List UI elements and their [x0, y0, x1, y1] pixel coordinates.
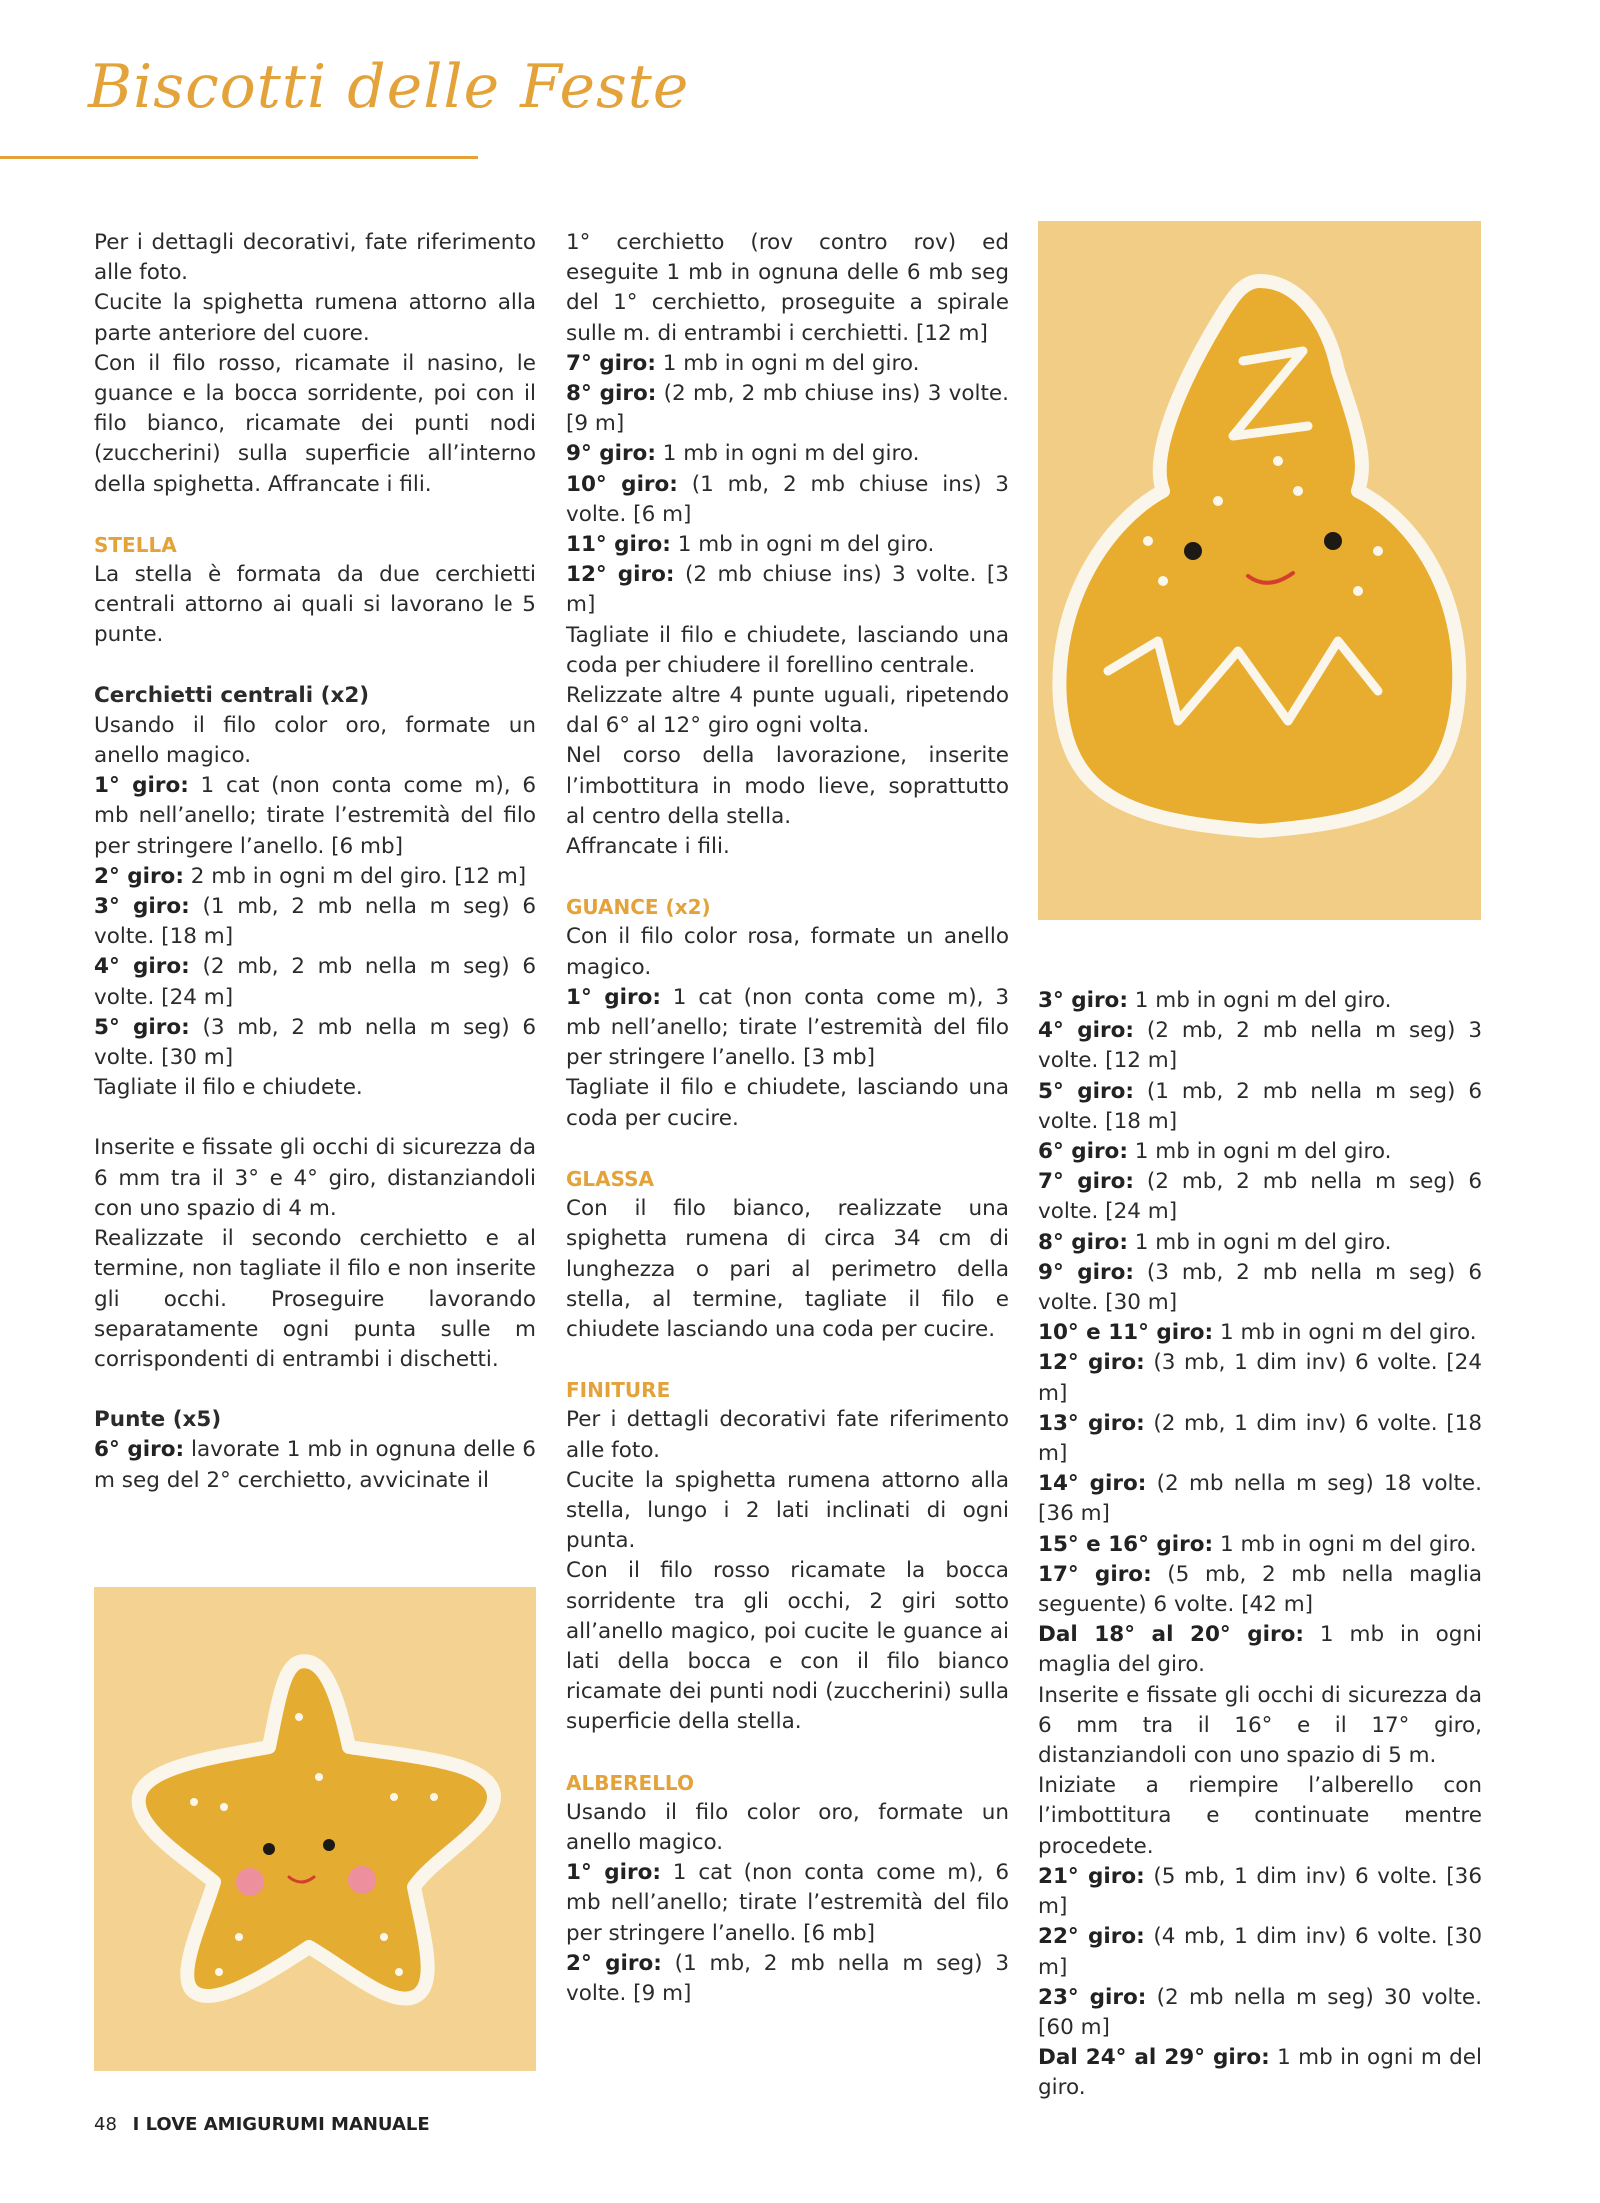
paragraph: Usando il filo color oro, formate un anello magico. [94, 712, 536, 769]
paragraph: Per i dettagli decorativi fate riferimento alle foto. [566, 1407, 1009, 1463]
section-heading-finiture: FINITURE [566, 1378, 671, 1403]
round-line: 3° giro: 1 mb in ogni m del giro. [1038, 988, 1392, 1013]
round-line: 8° giro: (2 mb, 2 mb chiuse ins) 3 volte. [9 m] [566, 381, 1009, 437]
round-line: 22° giro: (4 mb, 1 dim inv) 6 volte. [30 m] [1038, 1924, 1483, 1980]
paragraph: La stella è formata da due cerchietti centrali attorno ai quali si lavorano le 5 punte. [94, 562, 536, 648]
paragraph: Iniziate a riempire l’alberello con l’imbottitura e continuate mentre procedete. [1038, 1773, 1482, 1859]
paragraph: Tagliate il filo e chiudete. [94, 1075, 363, 1101]
round-line: 4° giro: (2 mb, 2 mb nella m seg) 3 volte. [12 m] [1038, 1018, 1482, 1074]
paragraph: 1° cerchietto (rov contro rov) ed eseguite 1 mb in ognuna delle 6 mb seg del 1° cerchietto, proseguite a spirale sulle m. di entrambi i cerchietti. [12 m] [566, 230, 1009, 346]
round-line: 2° giro: (1 mb, 2 mb nella m seg) 3 volte. [9 m] [566, 1950, 1010, 2006]
text-column-2 [566, 228, 1009, 2009]
round-line: 23° giro: (2 mb nella m seg) 30 volte. [60 m] [1038, 1984, 1482, 2040]
paragraph: Affrancate i fili. [566, 834, 730, 860]
paragraph: Con il filo color rosa, formate un anello magico. [566, 924, 1009, 980]
paragraph: Relizzate altre 4 punte uguali, ripetendo dal 6° al 12° giro ogni volta. [566, 683, 1009, 739]
round-line: 1° giro: 1 cat (non conta come m), 6 mb nell’anello; tirate l’estremità del filo per stringere l’anello. [6 mb] [566, 1860, 1009, 1946]
round-line: Dal 18° al 20° giro: 1 mb in ogni maglia del giro. [1038, 1622, 1482, 1678]
paragraph: Per i dettagli decorativi, fate riferimento alle foto. [94, 230, 536, 286]
tree-cookie-photo [1038, 221, 1481, 920]
round-line: 9° giro: (3 mb, 2 mb nella m seg) 6 volte. [30 m] [1038, 1259, 1482, 1316]
round-line: 12° giro: (3 mb, 1 dim inv) 6 volte. [24 m] [1038, 1350, 1483, 1406]
subheading-cerchietti: Cerchietti centrali (x2) [94, 682, 370, 708]
round-line: 4° giro: (2 mb, 2 mb nella m seg) 6 volte. [24 m] [94, 954, 537, 1010]
round-line: 6° giro: lavorate 1 mb in ognuna delle 6 m seg del 2° cerchietto, avvicinate il [94, 1437, 536, 1493]
paragraph: Nel corso della lavorazione, inserite l’imbottitura in modo lieve, soprattutto al centro della stella. [566, 743, 1009, 829]
subheading-punte: Punte (x5) [94, 1407, 222, 1433]
magazine-name: I LOVE AMIGURUMI MANUALE [132, 2114, 430, 2135]
round-line: 13° giro: (2 mb, 1 dim inv) 6 volte. [18 m] [1038, 1410, 1483, 1467]
star-cookie-photo [94, 1587, 536, 2071]
paragraph: Cucite la spighetta rumena attorno alla parte anteriore del cuore. [94, 290, 536, 346]
round-line: 17° giro: (5 mb, 2 mb nella maglia seguente) 6 volte. [42 m] [1038, 1561, 1482, 1618]
section-heading-guance: GUANCE (x2) [566, 895, 711, 920]
section-heading-stella: STELLA [94, 532, 177, 557]
round-line: 2° giro: 2 mb in ogni m del giro. [12 m] [94, 863, 527, 889]
text-column-1 [94, 228, 536, 1496]
paragraph: Cucite la spighetta rumena attorno alla stella, lungo i 2 lati inclinati di ogni punta. [566, 1467, 1009, 1554]
round-line: 7° giro: 1 mb in ogni m del giro. [566, 350, 920, 376]
round-line: Dal 24° al 29° giro: 1 mb in ogni m del giro. [1038, 2045, 1482, 2101]
round-line: 10° e 11° giro: 1 mb in ogni m del giro. [1038, 1320, 1477, 1346]
round-line: 7° giro: (2 mb, 2 mb nella m seg) 6 volte. [24 m] [1038, 1169, 1482, 1225]
page-number: 48 [94, 2114, 117, 2135]
page-footer [94, 2114, 430, 2135]
round-line: 5° giro: (3 mb, 2 mb nella m seg) 6 volte. [30 m] [94, 1014, 537, 1071]
round-line: 15° e 16° giro: 1 mb in ogni m del giro. [1038, 1531, 1477, 1557]
round-line: 9° giro: 1 mb in ogni m del giro. [566, 441, 920, 467]
paragraph: Tagliate il filo e chiudete, lasciando una coda per chiudere il forellino centrale. [566, 622, 1009, 678]
section-heading-glassa: GLASSA [566, 1166, 655, 1191]
round-line: 5° giro: (1 mb, 2 mb nella m seg) 6 volte. [18 m] [1038, 1078, 1482, 1134]
paragraph: Inserite e fissate gli occhi di sicurezza da 6 mm tra il 3° e 4° giro, distanziandoli con uno spazio di 4 m. [94, 1135, 536, 1221]
page-title: Biscotti delle Feste [88, 52, 690, 122]
round-line: 3° giro: (1 mb, 2 mb nella m seg) 6 volte. [18 m] [94, 894, 537, 950]
round-line: 14° giro: (2 mb nella m seg) 18 volte. [36 m] [1038, 1471, 1482, 1527]
text-column-3 [1038, 986, 1482, 2104]
round-line: 10° giro: (1 mb, 2 mb chiuse ins) 3 volte. [6 m] [566, 471, 1009, 527]
paragraph: Realizzate il secondo cerchietto e al termine, non tagliate il filo e non inserite gli occhi. Proseguire lavorando separatamente ogni punta sulle m corrispondenti di entrambi i dischetti. [94, 1226, 536, 1372]
round-line: 12° giro: (2 mb chiuse ins) 3 volte. [3 m] [566, 562, 1009, 618]
paragraph: Con il filo bianco, realizzate una spighetta rumena di circa 34 cm di lunghezza o pari al perimetro della stella, al termine, tagliate il filo e chiudete lasciando una coda per cucire. [566, 1196, 1009, 1342]
paragraph: Usando il filo color oro, formate un anello magico. [566, 1799, 1009, 1855]
round-line: 8° giro: 1 mb in ogni m del giro. [1038, 1229, 1392, 1255]
section-heading-alberello: ALBERELLO [566, 1770, 694, 1795]
paragraph: Tagliate il filo e chiudete, lasciando una coda per cucire. [566, 1075, 1009, 1131]
round-line: 1° giro: 1 cat (non conta come m), 6 mb nell’anello; tirate l’estremità del filo per stringere l’anello. [6 mb] [94, 773, 536, 859]
title-underline [0, 156, 478, 159]
round-line: 6° giro: 1 mb in ogni m del giro. [1038, 1139, 1392, 1165]
paragraph: Inserite e fissate gli occhi di sicurezza da 6 mm tra il 16° e il 17° giro, distanziandoli con uno spazio di 5 m. [1038, 1682, 1482, 1769]
paragraph: Con il filo rosso, ricamate il nasino, le guance e la bocca sorridente, poi con il filo bianco, ricamate dei punti nodi (zuccherini) sulla superficie all’interno della spighetta. Affrancate i fili. [94, 350, 536, 497]
round-line: 11° giro: 1 mb in ogni m del giro. [566, 532, 935, 558]
paragraph: Con il filo rosso ricamate la bocca sorridente tra gli occhi, 2 giri sotto all’anello magico, poi cucite le guance ai lati della bocca e con il filo bianco ricamate dei punti nodi (zuccherini) sulla superficie della stella. [566, 1558, 1009, 1735]
round-line: 21° giro: (5 mb, 1 dim inv) 6 volte. [36 m] [1038, 1863, 1483, 1920]
round-line: 1° giro: 1 cat (non conta come m), 3 mb nell’anello; tirate l’estremità del filo per stringere l’anello. [3 mb] [566, 984, 1009, 1071]
